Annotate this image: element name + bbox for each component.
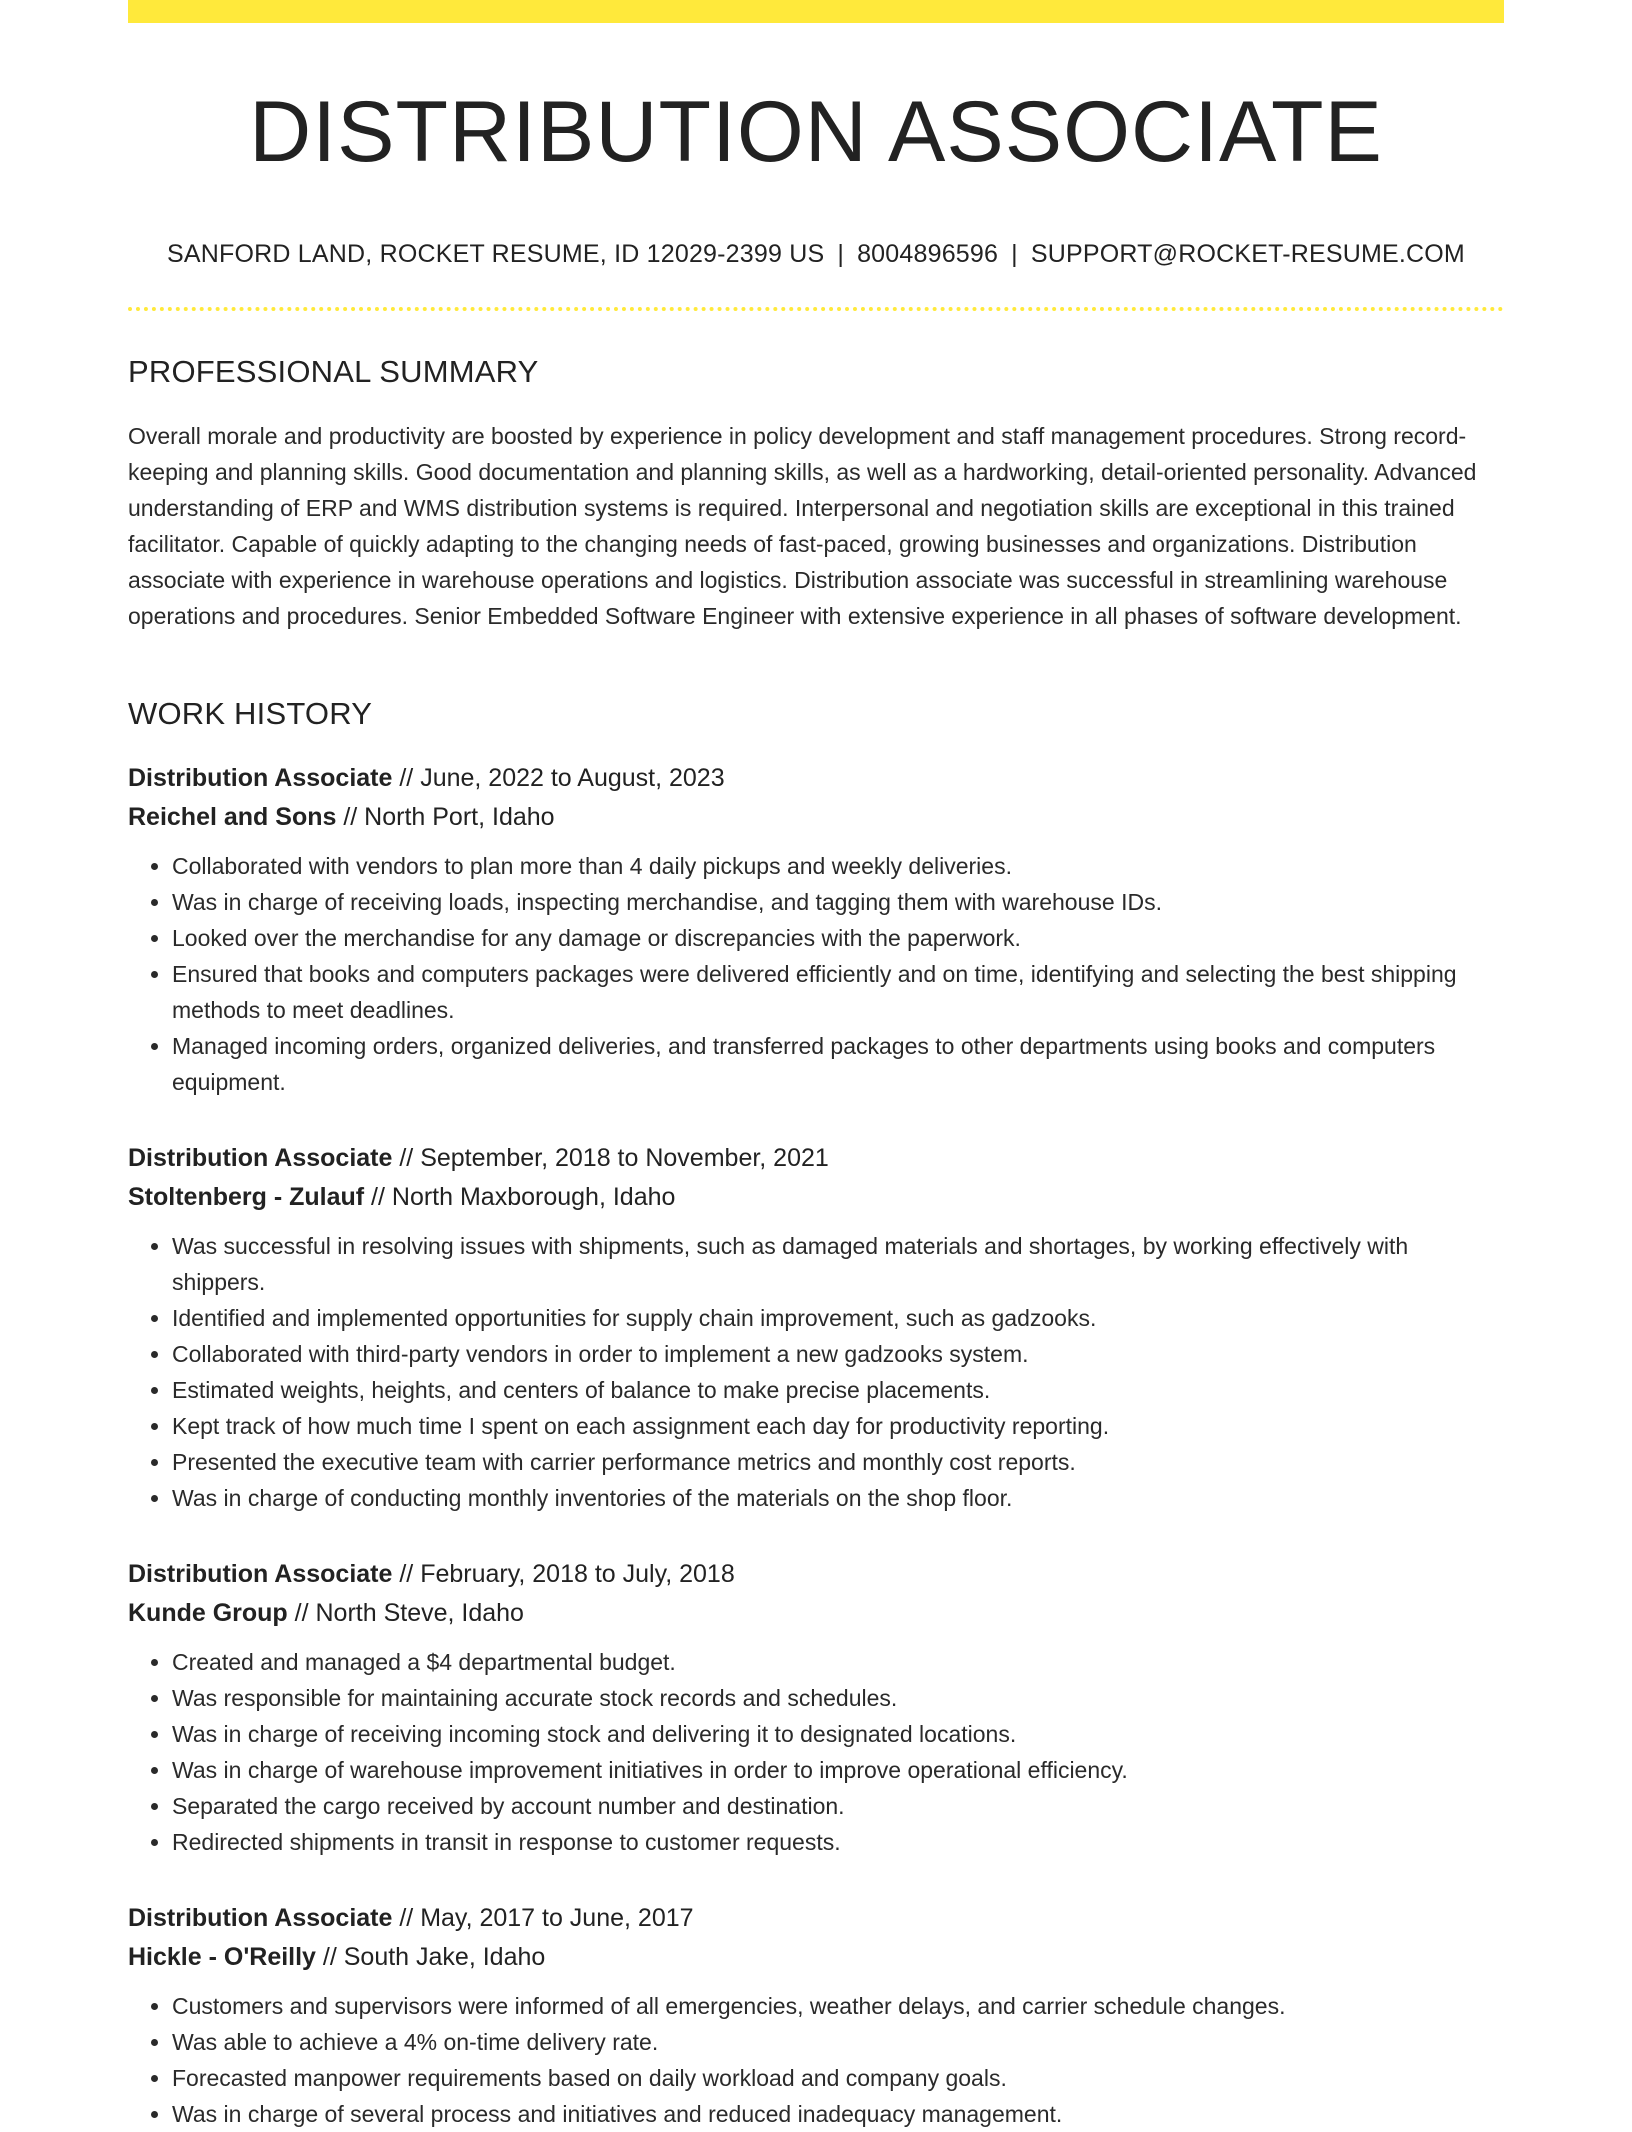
job-entry <box>128 1555 1504 1860</box>
list-item: • Looked over the merchandise for any damage or discrepancies with the paperwork. <box>172 920 1504 956</box>
list-item: • Identified and implemented opportunities for supply chain improvement, such as gadzooks. <box>172 1300 1504 1336</box>
list-item: • Collaborated with vendors to plan more than 4 daily pickups and weekly deliveries. <box>172 848 1504 884</box>
job-company-line <box>128 1178 1504 1217</box>
job-title-line <box>128 759 1504 798</box>
job-title-line <box>128 1899 1504 1938</box>
list-item: • Was successful in resolving issues with shipments, such as damaged materials and shortages, by working effectively with shippers. <box>172 1228 1504 1300</box>
job-bullets <box>128 848 1504 1100</box>
job-dates: // February, 2018 to July, 2018 <box>392 1560 735 1588</box>
job-entry <box>128 1139 1504 1516</box>
job-role: Distribution Associate <box>128 1144 393 1172</box>
job-location: // North Maxborough, Idaho <box>364 1183 676 1211</box>
job-dates: // May, 2017 to June, 2017 <box>392 1904 694 1932</box>
list-item: • Presented the executive team with carrier performance metrics and monthly cost reports. <box>172 1444 1504 1480</box>
header-divider <box>128 307 1504 311</box>
list-item: • Collaborated with third-party vendors in order to implement a new gadzooks system. <box>172 1336 1504 1372</box>
list-item: • Was in charge of receiving loads, inspecting merchandise, and tagging them with warehouse IDs. <box>172 884 1504 920</box>
job-entry <box>128 1899 1504 2132</box>
contact-email[interactable]: SUPPORT@ROCKET-RESUME.COM <box>1030 240 1465 268</box>
list-item: • Managed incoming orders, organized deliveries, and transferred packages to other departments using books and computers equipment. <box>172 1028 1504 1100</box>
job-company-line <box>128 1938 1504 1977</box>
list-item: • Created and managed a $4 departmental budget. <box>172 1644 1504 1680</box>
job-title-line <box>128 1555 1504 1594</box>
job-company-line <box>128 1594 1504 1633</box>
list-item: • Kept track of how much time I spent on each assignment each day for productivity reporting. <box>172 1408 1504 1444</box>
list-item: • Was in charge of receiving incoming stock and delivering it to designated locations. <box>172 1716 1504 1752</box>
list-item: • Estimated weights, heights, and centers of balance to make precise placements. <box>172 1372 1504 1408</box>
job-dates: // June, 2022 to August, 2023 <box>392 764 725 792</box>
list-item: • Was in charge of warehouse improvement initiatives in order to improve operational efficiency. <box>172 1752 1504 1788</box>
contact-separator: | <box>1011 240 1018 268</box>
resume-page <box>128 0 1504 2127</box>
list-item: • Was in charge of conducting monthly inventories of the materials on the shop floor. <box>172 1480 1504 1516</box>
job-company: Kunde Group <box>128 1599 288 1627</box>
job-bullets <box>128 1988 1504 2132</box>
contact-phone[interactable]: 8004896596 <box>857 240 999 268</box>
job-role: Distribution Associate <box>128 1560 393 1588</box>
list-item: • Was in charge of several process and initiatives and reduced inadequacy management. <box>172 2096 1504 2132</box>
summary-text: Overall morale and productivity are boosted by experience in policy development and staff management procedures. Strong record-keeping and planning skills. Good documentation and planning skills, as well as a hardworking, detail-oriented personality. Advanced understanding of ERP and WMS distribution systems is required. Interpersonal and negotiation skills are exceptional in this trained facilitator. Capable of quickly adapting to the changing needs of fast-paced, growing businesses and organizations. Distribution associate with experience in warehouse operations and logistics. Distribution associate was successful in streamlining warehouse operations and procedures. Senior Embedded Software Engineer with extensive experience in all phases of software development. <box>128 423 1477 629</box>
job-role: Distribution Associate <box>128 1904 393 1932</box>
list-item: • Ensured that books and computers packages were delivered efficiently and on time, identifying and selecting the best shipping methods to meet deadlines. <box>172 956 1504 1028</box>
contact-separator: | <box>837 240 845 268</box>
list-item: • Redirected shipments in transit in response to customer requests. <box>172 1824 1504 1860</box>
work-history-heading: WORK HISTORY <box>128 696 373 731</box>
job-company: Reichel and Sons <box>128 803 337 831</box>
job-company: Hickle - O'Reilly <box>128 1943 316 1971</box>
job-dates: // September, 2018 to November, 2021 <box>392 1144 829 1172</box>
page-title: DISTRIBUTION ASSOCIATE <box>249 84 1383 180</box>
job-location: // North Port, Idaho <box>336 803 555 831</box>
job-company: Stoltenberg - Zulauf <box>128 1183 365 1211</box>
contact-line <box>128 236 1504 272</box>
job-title-line <box>128 1139 1504 1178</box>
list-item: • Customers and supervisors were informed of all emergencies, weather delays, and carrier schedule changes. <box>172 1988 1504 2024</box>
job-company-line <box>128 798 1504 837</box>
list-item: • Was responsible for maintaining accurate stock records and schedules. <box>172 1680 1504 1716</box>
list-item: • Separated the cargo received by account number and destination. <box>172 1788 1504 1824</box>
job-role: Distribution Associate <box>128 764 393 792</box>
list-item: • Was able to achieve a 4% on-time delivery rate. <box>172 2024 1504 2060</box>
job-location: // South Jake, Idaho <box>315 1943 546 1971</box>
accent-bar <box>128 0 1504 23</box>
contact-address: SANFORD LAND, ROCKET RESUME, ID 12029-2399 US <box>167 240 825 268</box>
list-item: • Forecasted manpower requirements based on daily workload and company goals. <box>172 2060 1504 2096</box>
job-bullets <box>128 1228 1504 1516</box>
job-entry <box>128 759 1504 1100</box>
summary-heading: PROFESSIONAL SUMMARY <box>128 354 539 389</box>
job-bullets <box>128 1644 1504 1860</box>
job-location: // North Steve, Idaho <box>287 1599 524 1627</box>
